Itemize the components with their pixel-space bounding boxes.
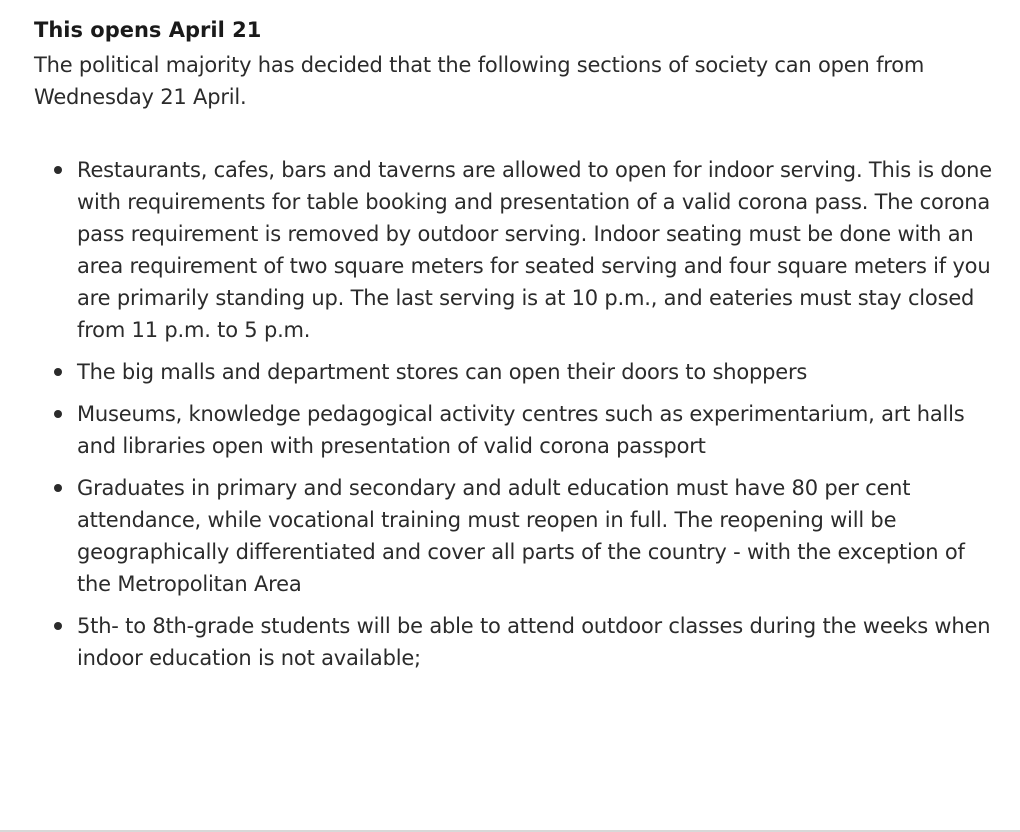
list-item-text: 5th- to 8th-grade students will be able to attend outdoor classes during the weeks when indoor education is not available;: [77, 614, 991, 670]
list-item-text: Museums, knowledge pedagogical activity centres such as experimentarium, art halls and libraries open with presentation of valid corona passport: [77, 402, 965, 458]
list-item-text: Graduates in primary and secondary and adult education must have 80 per cent attendance, while vocational training must reopen in full. The reopening will be geographically differentiated and cover all parts of the country - with the exception of the Metropolitan Area: [77, 476, 965, 596]
bullet-list: [34, 154, 994, 674]
bullet-icon: [54, 368, 62, 376]
section-heading: This opens April 21: [34, 18, 262, 42]
bullet-icon: [54, 410, 62, 418]
list-item: [34, 356, 994, 388]
list-item: [34, 610, 994, 674]
bullet-icon: [54, 166, 62, 174]
list-item: [34, 398, 994, 462]
list-item: [34, 154, 994, 346]
list-item: [34, 472, 994, 600]
intro-paragraph: The political majority has decided that the following sections of society can open from Wednesday 21 April.: [34, 53, 925, 109]
article-body: [34, 14, 994, 684]
bullet-icon: [54, 484, 62, 492]
bullet-icon: [54, 622, 62, 630]
list-item-text: Restaurants, cafes, bars and taverns are allowed to open for indoor serving. This is done with requirements for table booking and presentation of a valid corona pass. The corona pass requirement is removed by outdoor serving. Indoor seating must be done with an area requirement of two square meters for seated serving and four square meters if you are primarily standing up. The last serving is at 10 p.m., and eateries must stay closed from 11 p.m. to 5 p.m.: [77, 158, 992, 342]
list-item-text: The big malls and department stores can open their doors to shoppers: [77, 360, 808, 384]
